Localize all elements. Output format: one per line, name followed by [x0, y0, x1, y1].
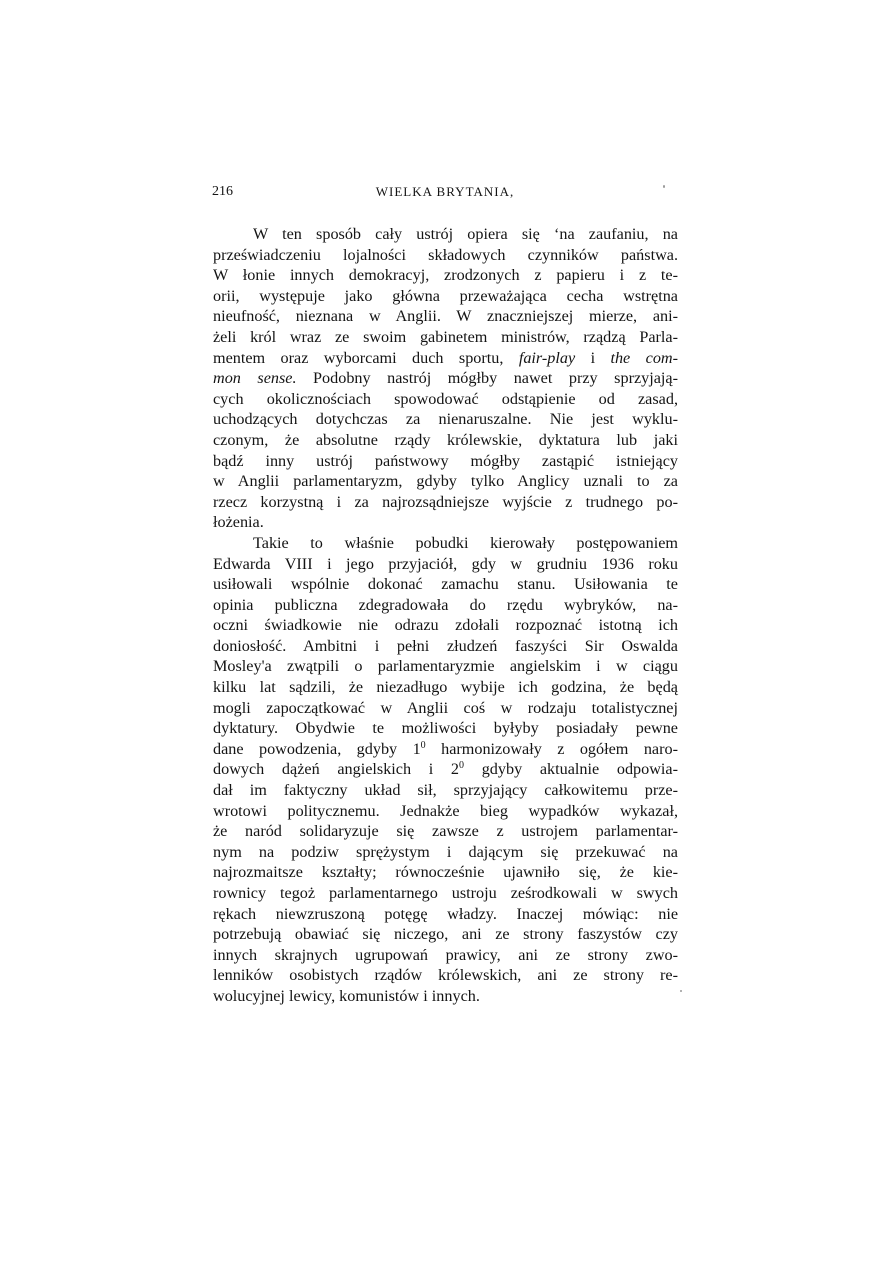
text-line: wrotowi politycznemu. Jednakże bieg wypadków wykazał,: [213, 801, 678, 820]
text-line: Mosley'a zwątpili o parlamentaryzmie angielskim i w ciągu: [213, 657, 678, 676]
text-run: i: [590, 348, 596, 367]
text-line: przeświadczeniu lojalności składowych czynników państwa.: [213, 245, 678, 264]
text-line: łożenia.: [213, 513, 264, 532]
text-line: czonym, że absolutne rządy królewskie, dyktatura lub jaki: [213, 430, 678, 449]
text-line: rękach niewzruszoną potęgę władzy. Inaczej mówiąc: nie: [213, 904, 678, 923]
page-header: [212, 180, 678, 206]
text-line: nym na podziw sprężystym i dającym się przekuwać na: [213, 842, 678, 861]
body-text: [213, 224, 678, 1007]
text-line: że naród solidaryzuje się zawsze z ustrojem parlamentar-: [213, 822, 678, 841]
paragraph: [213, 224, 678, 533]
text-line: orii, występuje jako główna przeważająca cecha wstrętna: [213, 286, 678, 305]
text-line: [213, 348, 678, 369]
italic-term: mon sense.: [213, 369, 297, 388]
text-line: mogli zapoczątkować w Anglii coś w rodzaju totalistycznej: [213, 698, 678, 717]
text-line: najrozmaitsze kształty; równocześnie ujawniło się, że kie-: [213, 863, 678, 882]
text-line: Edwarda VIII i jego przyjaciół, gdy w grudniu 1936 roku: [213, 554, 678, 573]
text-line: [213, 368, 678, 389]
text-line: w Anglii parlamentaryzm, gdyby tylko Anglicy uznali to za: [213, 472, 678, 491]
text-line: dyktatury. Obydwie te możliwości byłyby posiadały pewne: [213, 719, 678, 738]
text-line: [213, 739, 678, 760]
text-run: dowych dążeń angielskich i 2: [213, 760, 460, 779]
text-line: żeli król wraz ze swoim gabinetem ministrów, rządzą Parla-: [213, 327, 678, 346]
text-line: bądź inny ustrój państwowy mógłby zastąpić istniejący: [213, 451, 678, 470]
text-line: Takie to właśnie pobudki kierowały postępowaniem: [253, 533, 678, 552]
running-head: WIELKA BRYTANIA,: [375, 184, 515, 199]
text-line: rownicy tegoż parlamentarnego ustroju ześrodkowali w swych: [213, 884, 678, 902]
text-run: Podobny nastrój mógłby nawet przy sprzyjają-: [313, 369, 678, 388]
text-run: mentem oraz wyborcami duch sportu,: [213, 348, 504, 367]
text-line: nieufność, nieznana w Anglii. W znaczniejszej mierze, ani-: [213, 307, 678, 326]
superscript-ordinal: 0: [459, 760, 465, 772]
text-run: dane powodzenia, gdyby 1: [213, 739, 421, 758]
scan-speck: [663, 185, 665, 188]
text-line: wolucyjnej lewicy, komunistów i innych.: [213, 986, 480, 1005]
italic-term: the com-: [610, 348, 679, 367]
text-line: opinia publiczna zdegradowała do rzędu wybryków, na-: [213, 595, 678, 614]
paragraph: [213, 533, 678, 1007]
text-line: lenników osobistych rządów królewskich, ani ze strony re-: [213, 966, 678, 985]
italic-term: fair-play: [518, 348, 576, 367]
text-line: innych skrajnych ugrupowań prawicy, ani ze strony zwo-: [213, 945, 678, 964]
superscript-ordinal: 0: [420, 739, 426, 751]
text-run: harmonizowały z ogółem naro-: [425, 739, 678, 758]
text-line: kilku lat sądzili, że niezadługo wybije ich godzina, że będą: [213, 678, 678, 697]
text-line: [213, 759, 678, 780]
text-line: dał im faktyczny układ sił, sprzyjający całkowitemu prze-: [213, 781, 678, 800]
page-number: 216: [212, 184, 233, 199]
text-line: usiłowali wspólnie dokonać zamachu stanu. Usiłowania te: [213, 575, 678, 594]
text-line: W łonie innych demokracyj, zrodzonych z papieru i z te-: [213, 266, 678, 285]
text-line: uchodzących dotychczas za nienaruszalne. Nie jest wyklu-: [213, 410, 678, 429]
text-line: potrzebują obawiać się niczego, ani ze strony faszystów czy: [213, 925, 678, 944]
text-run: gdyby aktualnie odpowia-: [464, 760, 679, 779]
text-line: rzecz korzystną i za najrozsądniejsze wyjście z trudnego po-: [213, 492, 678, 511]
text-line: W ten sposób cały ustrój opiera się ‘na zaufaniu, na: [253, 225, 678, 243]
text-line: cych okolicznościach spowodować odstąpienie od zasad,: [213, 389, 678, 408]
text-line: oczni świadkowie nie odrazu zdołali rozpoznać istotną ich: [213, 616, 678, 635]
scan-speck: [680, 990, 682, 992]
text-line: doniosłość. Ambitni i pełni złudzeń faszyści Sir Oswalda: [213, 636, 678, 655]
